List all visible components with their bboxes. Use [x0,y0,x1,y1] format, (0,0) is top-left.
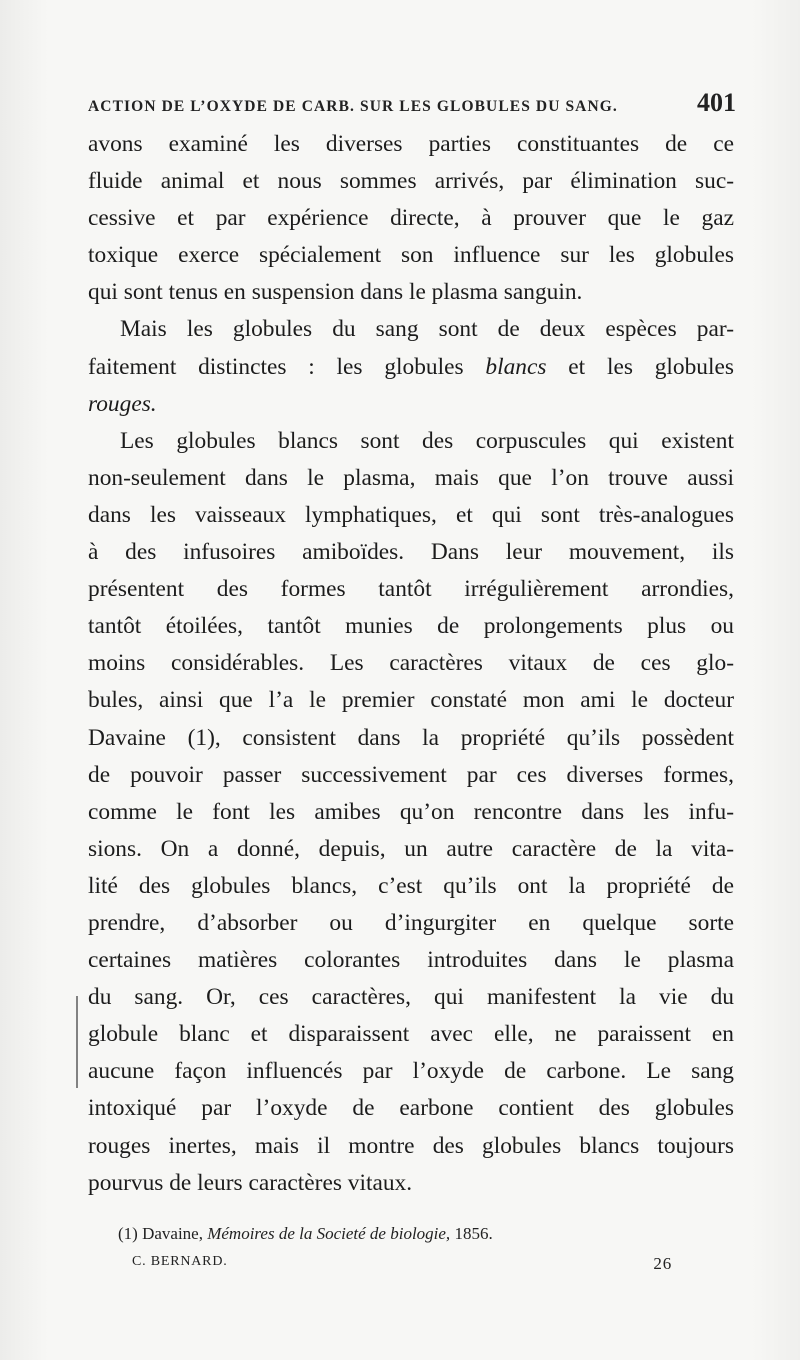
text-line: aucune façon influencés par l’oxyde de carbone. Le sang [88,1058,734,1085]
text-line: qui sont tenus en suspension dans le plasma sanguin. [88,279,583,306]
text-line: certaines matières colorantes introduites dans le plasma [88,947,734,974]
text-line: sions. On a donné, depuis, un autre caractère de la vita- [88,835,734,862]
text-line: dans les vaisseaux lymphatiques, et qui sont très-analogues [88,501,734,528]
text-line: lité des globules blancs, c’est qu’ils ont la propriété de [88,872,734,899]
text-line: pourvus de leurs caractères vitaux. [88,1169,413,1196]
text-line: non-seulement dans le plasma, mais que l’on trouve aussi [88,464,734,491]
signature-number: 26 [653,1254,672,1273]
text-line: intoxiqué par l’oxyde de earbone contient des globules [88,1095,734,1122]
text-line: cessive et par expérience directe, à prouver que le gaz [88,205,734,232]
signature-line [132,1254,672,1274]
italic-word: blancs [485,353,547,380]
footnote [118,1224,493,1244]
page-number: 401 [697,88,736,117]
signature-author: C. BERNARD. [132,1254,228,1269]
text-line: Davaine (1), consistent dans la propriété qu’ils possèdent [88,724,734,751]
text-line: avons examiné les diverses parties constituantes de ce [88,131,734,157]
running-title: ACTION DE L’OXYDE DE CARB. SUR LES GLOBULES DU SANG. [88,98,618,115]
italic-word: rouges. [88,390,157,417]
text-line-mixed [88,349,734,386]
text-line: rouges inertes, mais il montre des globules blancs toujours [88,1132,734,1159]
text-line [88,386,734,423]
footnote-title: Mémoires de la Societé de biologie, [207,1224,451,1243]
body-text [88,126,734,1202]
text-line: comme le font les amibes qu’on rencontre dans les infu- [88,798,734,825]
text-line: tantôt étoilées, tantôt munies de prolongements plus ou [88,613,734,640]
text-fragment: faitement distinctes : les globules [88,353,464,380]
text-line: moins considérables. Les caractères vitaux de ces glo- [88,650,734,677]
footnote-marker: (1) Davaine, [118,1224,203,1243]
text-line: globule blanc et disparaissent avec elle, ne paraissent en [88,1021,734,1048]
text-line: toxique exerce spécialement son influence sur les globules [88,242,734,269]
text-line: de pouvoir passer successivement par ces diverses formes, [88,761,734,788]
text-fragment: et les globules [568,353,734,380]
text-line: prendre, d’absorber ou d’ingurgiter en quelque sorte [88,909,734,936]
footnote-year: 1856. [454,1224,493,1243]
margin-mark [76,996,78,1088]
text-line: présentent des formes tantôt irrégulièrement arrondies, [88,576,734,603]
text-line: Les globules blancs sont des corpuscules qui existent [120,427,734,454]
text-line: à des infusoires amiboïdes. Dans leur mouvement, ils [88,539,734,566]
text-line: du sang. Or, ces caractères, qui manifestent la vie du [88,984,734,1011]
text-line: bules, ainsi que l’a le premier constaté mon ami le docteur [88,687,734,714]
text-line: fluide animal et nous sommes arrivés, par élimination suc- [88,168,734,195]
page-header [88,88,736,118]
text-line: Mais les globules du sang sont de deux espèces par- [120,316,734,343]
